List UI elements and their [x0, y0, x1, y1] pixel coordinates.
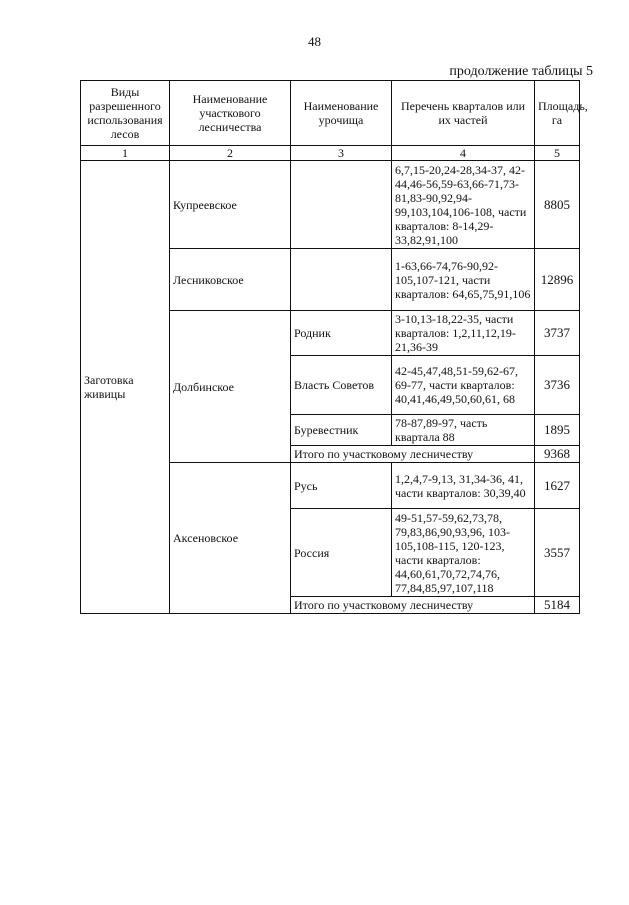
quarters-cell: 49-51,57-59,62,73,78, 79,83,86,90,93,96, 103-105,108-115, 120-123, части кварталов: 44,60,61,70,72,74,76, 77,84,85,97,107,118	[392, 509, 535, 597]
district-cell: Лесниковское	[170, 249, 291, 311]
tract-cell: Буревестник	[291, 415, 392, 446]
quarters-cell: 42-45,47,48,51-59,62-67, 69-77, части кварталов: 40,41,46,49,50,60,61, 68	[392, 356, 535, 415]
area-cell: 12896	[535, 249, 580, 311]
area-cell: 3736	[535, 356, 580, 415]
area-cell: 1895	[535, 415, 580, 446]
column-number: 5	[535, 146, 580, 161]
table-continuation-label: продолжение таблицы 5	[449, 64, 593, 79]
tract-cell: Россия	[291, 509, 392, 597]
subtotal-area: 5184	[535, 597, 580, 614]
column-number: 3	[291, 146, 392, 161]
district-cell: Аксеновское	[170, 463, 291, 614]
quarters-cell: 1,2,4,7-9,13, 31,34-36, 41, части кварталов: 30,39,40	[392, 463, 535, 509]
quarters-cell: 78-87,89-97, часть квартала 88	[392, 415, 535, 446]
area-cell: 3737	[535, 311, 580, 356]
tract-cell: Русь	[291, 463, 392, 509]
area-cell: 3557	[535, 509, 580, 597]
column-number-row	[81, 146, 580, 161]
quarters-cell: 3-10,13-18,22-35, части кварталов: 1,2,11,12,19-21,36-39	[392, 311, 535, 356]
table-row	[81, 161, 580, 249]
area-cell: 8805	[535, 161, 580, 249]
tract-cell: Родник	[291, 311, 392, 356]
tract-cell	[291, 249, 392, 311]
subtotal-area: 9368	[535, 446, 580, 463]
header-use-type: Виды разрешенного использования лесов	[81, 81, 170, 146]
page-number: 48	[308, 34, 321, 49]
header-quarters: Перечень кварталов или их частей	[392, 81, 535, 146]
tract-cell	[291, 161, 392, 249]
quarters-cell: 6,7,15-20,24-28,34-37, 42-44,46-56,59-63,66-71,73-81,83-90,92,94-99,103,104,106-108, части кварталов: 8-14,29- 33,82,91,100	[392, 161, 535, 249]
subtotal-label: Итого по участковому лесничеству	[291, 597, 535, 614]
header-row	[81, 81, 580, 146]
district-cell: Купреевское	[170, 161, 291, 249]
subtotal-label: Итого по участковому лесничеству	[291, 446, 535, 463]
use-type-cell: Заготовка живицы	[81, 161, 170, 614]
quarters-cell: 1-63,66-74,76-90,92-105,107-121, части кварталов: 64,65,75,91,106	[392, 249, 535, 311]
area-cell: 1627	[535, 463, 580, 509]
column-number: 2	[170, 146, 291, 161]
header-district: Наименование участкового лесничества	[170, 81, 291, 146]
header-tract: Наименование урочища	[291, 81, 392, 146]
column-number: 4	[392, 146, 535, 161]
forest-use-table	[80, 80, 588, 614]
tract-cell: Власть Советов	[291, 356, 392, 415]
district-cell: Долбинское	[170, 311, 291, 463]
header-area: Площадь, га	[535, 81, 580, 146]
column-number: 1	[81, 146, 170, 161]
